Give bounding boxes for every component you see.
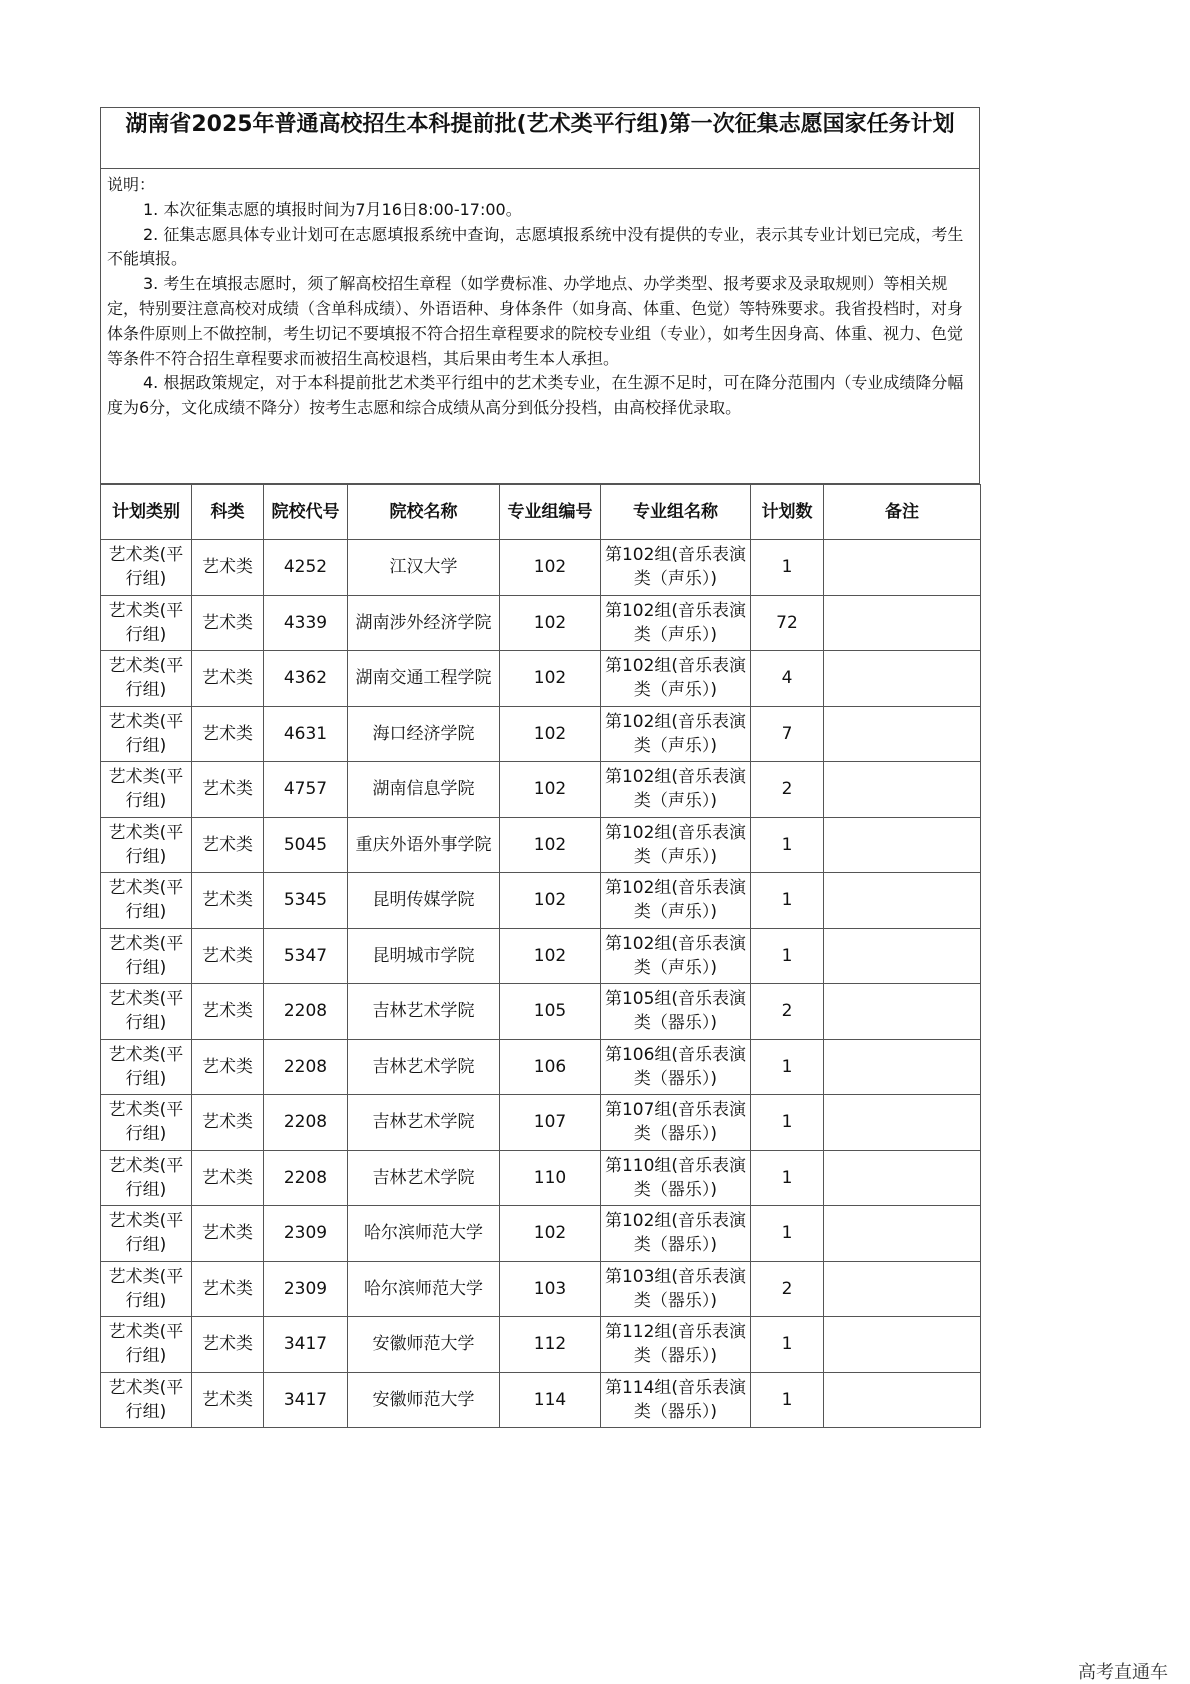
- table-row: [101, 984, 981, 1040]
- cell-subject: 艺术类: [192, 873, 264, 929]
- table-row: [101, 817, 981, 873]
- cell-plan-type: 艺术类(平行组): [101, 1372, 192, 1428]
- cell-plan-count: 1: [751, 873, 824, 929]
- cell-subject: 艺术类: [192, 1095, 264, 1151]
- header-school-code: 院校代号: [264, 485, 348, 540]
- cell-group-number: 106: [500, 1039, 601, 1095]
- cell-plan-count: 4: [751, 651, 824, 707]
- cell-group-name: 第114组(音乐表演类（器乐）): [601, 1372, 751, 1428]
- cell-plan-type: 艺术类(平行组): [101, 595, 192, 651]
- cell-group-number: 102: [500, 817, 601, 873]
- cell-group-name: 第102组(音乐表演类（器乐）): [601, 1206, 751, 1262]
- cell-remarks: [824, 1372, 981, 1428]
- cell-group-number: 112: [500, 1317, 601, 1373]
- cell-plan-count: 2: [751, 1261, 824, 1317]
- note-item: 3. 考生在填报志愿时，须了解高校招生章程（如学费标准、办学地点、办学类型、报考要求及录取规则）等相关规定，特别要注意高校对成绩（含单科成绩）、外语语种、身体条件（如身高、体重、色觉）等特殊要求。我省投档时，对身体条件原则上不做控制，考生切记不要填报不符合招生章程要求的院校专业组（专业），如考生因身高、体重、视力、色觉等条件不符合招生章程要求而被招生高校退档，其后果由考生本人承担。: [107, 274, 964, 368]
- cell-subject: 艺术类: [192, 762, 264, 818]
- cell-school-code: 2208: [264, 1150, 348, 1206]
- table-row: [101, 1039, 981, 1095]
- cell-group-number: 114: [500, 1372, 601, 1428]
- cell-plan-type: 艺术类(平行组): [101, 1150, 192, 1206]
- cell-remarks: [824, 540, 981, 596]
- cell-school-name: 江汉大学: [348, 540, 500, 596]
- header-group-name: 专业组名称: [601, 485, 751, 540]
- cell-group-name: 第102组(音乐表演类（声乐）): [601, 595, 751, 651]
- cell-school-name: 昆明传媒学院: [348, 873, 500, 929]
- cell-group-name: 第103组(音乐表演类（器乐）): [601, 1261, 751, 1317]
- table-row: [101, 1095, 981, 1151]
- cell-school-name: 吉林艺术学院: [348, 1039, 500, 1095]
- cell-plan-count: 1: [751, 1150, 824, 1206]
- table-row: [101, 1317, 981, 1373]
- cell-plan-count: 1: [751, 1372, 824, 1428]
- cell-plan-type: 艺术类(平行组): [101, 984, 192, 1040]
- cell-group-number: 102: [500, 762, 601, 818]
- cell-school-code: 5347: [264, 928, 348, 984]
- cell-group-number: 102: [500, 540, 601, 596]
- cell-group-number: 110: [500, 1150, 601, 1206]
- watermark-text: 高考直通车: [1078, 1662, 1168, 1683]
- cell-group-name: 第105组(音乐表演类（器乐）): [601, 984, 751, 1040]
- table-row: [101, 1261, 981, 1317]
- cell-plan-count: 1: [751, 1095, 824, 1151]
- cell-school-name: 重庆外语外事学院: [348, 817, 500, 873]
- cell-subject: 艺术类: [192, 1261, 264, 1317]
- cell-school-code: 3417: [264, 1372, 348, 1428]
- header-subject: 科类: [192, 485, 264, 540]
- table-body: [101, 540, 981, 1428]
- note-item: 1. 本次征集志愿的填报时间为7月16日8:00-17:00。: [143, 199, 522, 219]
- cell-subject: 艺术类: [192, 984, 264, 1040]
- cell-school-name: 哈尔滨师范大学: [348, 1206, 500, 1262]
- page-title: 湖南省2025年普通高校招生本科提前批(艺术类平行组)第一次征集志愿国家任务计划: [100, 107, 980, 168]
- cell-school-code: 4362: [264, 651, 348, 707]
- cell-remarks: [824, 1261, 981, 1317]
- plan-table: [100, 484, 981, 1428]
- note-item: 2. 征集志愿具体专业计划可在志愿填报系统中查询，志愿填报系统中没有提供的专业，表示其专业计划已完成，考生不能填报。: [107, 224, 964, 269]
- cell-school-name: 湖南信息学院: [348, 762, 500, 818]
- cell-remarks: [824, 984, 981, 1040]
- cell-school-name: 吉林艺术学院: [348, 984, 500, 1040]
- cell-plan-count: 7: [751, 706, 824, 762]
- cell-school-code: 2309: [264, 1206, 348, 1262]
- cell-plan-type: 艺术类(平行组): [101, 1039, 192, 1095]
- cell-group-name: 第107组(音乐表演类（器乐）): [601, 1095, 751, 1151]
- cell-remarks: [824, 1317, 981, 1373]
- cell-school-name: 安徽师范大学: [348, 1317, 500, 1373]
- cell-plan-type: 艺术类(平行组): [101, 873, 192, 929]
- note-item: 4. 根据政策规定，对于本科提前批艺术类平行组中的艺术类专业，在生源不足时，可在降分范围内（专业成绩降分幅度为6分，文化成绩不降分）按考生志愿和综合成绩从高分到低分投档，由高校择优录取。: [107, 373, 964, 418]
- cell-school-code: 4631: [264, 706, 348, 762]
- cell-school-code: 5045: [264, 817, 348, 873]
- document-sheet: [100, 107, 980, 1428]
- table-header-row: [101, 485, 981, 540]
- cell-group-name: 第102组(音乐表演类（声乐）): [601, 873, 751, 929]
- cell-group-number: 105: [500, 984, 601, 1040]
- cell-plan-count: 1: [751, 928, 824, 984]
- cell-plan-count: 1: [751, 817, 824, 873]
- cell-plan-type: 艺术类(平行组): [101, 706, 192, 762]
- cell-remarks: [824, 817, 981, 873]
- table-row: [101, 540, 981, 596]
- cell-school-code: 2208: [264, 984, 348, 1040]
- cell-school-name: 吉林艺术学院: [348, 1150, 500, 1206]
- header-plan-count: 计划数: [751, 485, 824, 540]
- cell-remarks: [824, 595, 981, 651]
- cell-plan-count: 2: [751, 762, 824, 818]
- cell-group-number: 102: [500, 651, 601, 707]
- cell-remarks: [824, 1206, 981, 1262]
- cell-subject: 艺术类: [192, 1150, 264, 1206]
- header-school-name: 院校名称: [348, 485, 500, 540]
- header-remarks: 备注: [824, 485, 981, 540]
- cell-group-name: 第102组(音乐表演类（声乐）): [601, 817, 751, 873]
- cell-plan-type: 艺术类(平行组): [101, 1317, 192, 1373]
- cell-remarks: [824, 706, 981, 762]
- cell-group-name: 第102组(音乐表演类（声乐）): [601, 706, 751, 762]
- cell-subject: 艺术类: [192, 1372, 264, 1428]
- cell-remarks: [824, 1095, 981, 1151]
- cell-school-name: 海口经济学院: [348, 706, 500, 762]
- table-row: [101, 1372, 981, 1428]
- cell-group-name: 第102组(音乐表演类（声乐）): [601, 762, 751, 818]
- cell-school-code: 4757: [264, 762, 348, 818]
- cell-plan-count: 1: [751, 540, 824, 596]
- cell-subject: 艺术类: [192, 595, 264, 651]
- cell-school-code: 2309: [264, 1261, 348, 1317]
- cell-plan-type: 艺术类(平行组): [101, 1095, 192, 1151]
- cell-group-name: 第112组(音乐表演类（器乐）): [601, 1317, 751, 1373]
- cell-school-code: 4252: [264, 540, 348, 596]
- cell-school-name: 安徽师范大学: [348, 1372, 500, 1428]
- cell-group-number: 102: [500, 706, 601, 762]
- cell-school-name: 昆明城市学院: [348, 928, 500, 984]
- cell-plan-type: 艺术类(平行组): [101, 1261, 192, 1317]
- cell-group-number: 102: [500, 873, 601, 929]
- notes-heading: 说明：: [107, 175, 156, 194]
- cell-subject: 艺术类: [192, 706, 264, 762]
- cell-plan-type: 艺术类(平行组): [101, 928, 192, 984]
- notes-section: [100, 168, 980, 484]
- cell-school-code: 2208: [264, 1095, 348, 1151]
- table-row: [101, 651, 981, 707]
- cell-school-code: 2208: [264, 1039, 348, 1095]
- cell-school-name: 湖南交通工程学院: [348, 651, 500, 707]
- cell-group-name: 第102组(音乐表演类（声乐）): [601, 540, 751, 596]
- cell-subject: 艺术类: [192, 540, 264, 596]
- cell-plan-count: 2: [751, 984, 824, 1040]
- table-row: [101, 1150, 981, 1206]
- cell-subject: 艺术类: [192, 1317, 264, 1373]
- cell-plan-type: 艺术类(平行组): [101, 651, 192, 707]
- cell-plan-type: 艺术类(平行组): [101, 540, 192, 596]
- cell-subject: 艺术类: [192, 817, 264, 873]
- cell-group-number: 102: [500, 1206, 601, 1262]
- cell-group-name: 第102组(音乐表演类（声乐）): [601, 928, 751, 984]
- cell-school-name: 湖南涉外经济学院: [348, 595, 500, 651]
- cell-remarks: [824, 873, 981, 929]
- cell-group-number: 102: [500, 928, 601, 984]
- cell-group-number: 107: [500, 1095, 601, 1151]
- table-row: [101, 1206, 981, 1262]
- table-row: [101, 873, 981, 929]
- header-group-number: 专业组编号: [500, 485, 601, 540]
- cell-remarks: [824, 1150, 981, 1206]
- cell-remarks: [824, 762, 981, 818]
- cell-school-name: 吉林艺术学院: [348, 1095, 500, 1151]
- cell-school-code: 5345: [264, 873, 348, 929]
- cell-plan-count: 1: [751, 1317, 824, 1373]
- cell-group-name: 第106组(音乐表演类（器乐）): [601, 1039, 751, 1095]
- cell-school-code: 3417: [264, 1317, 348, 1373]
- cell-plan-count: 72: [751, 595, 824, 651]
- cell-subject: 艺术类: [192, 1206, 264, 1262]
- cell-plan-type: 艺术类(平行组): [101, 1206, 192, 1262]
- cell-subject: 艺术类: [192, 1039, 264, 1095]
- cell-subject: 艺术类: [192, 928, 264, 984]
- cell-school-name: 哈尔滨师范大学: [348, 1261, 500, 1317]
- cell-remarks: [824, 1039, 981, 1095]
- cell-group-name: 第110组(音乐表演类（器乐）): [601, 1150, 751, 1206]
- cell-remarks: [824, 651, 981, 707]
- table-row: [101, 762, 981, 818]
- header-plan-type: 计划类别: [101, 485, 192, 540]
- table-row: [101, 595, 981, 651]
- cell-group-number: 103: [500, 1261, 601, 1317]
- cell-subject: 艺术类: [192, 651, 264, 707]
- table-row: [101, 928, 981, 984]
- cell-group-number: 102: [500, 595, 601, 651]
- cell-plan-type: 艺术类(平行组): [101, 817, 192, 873]
- cell-plan-count: 1: [751, 1206, 824, 1262]
- cell-plan-type: 艺术类(平行组): [101, 762, 192, 818]
- cell-remarks: [824, 928, 981, 984]
- cell-plan-count: 1: [751, 1039, 824, 1095]
- table-row: [101, 706, 981, 762]
- cell-group-name: 第102组(音乐表演类（声乐）): [601, 651, 751, 707]
- cell-school-code: 4339: [264, 595, 348, 651]
